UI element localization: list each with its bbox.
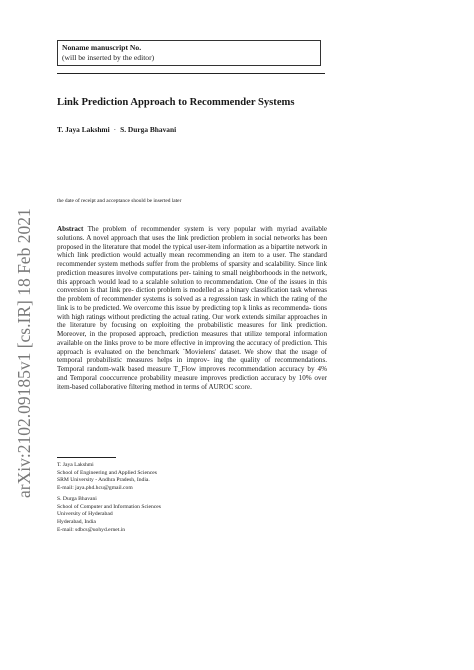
abstract-line: link prediction. Moreover, in the proposed approach, prediction measures that utilize — [57, 321, 328, 338]
abstract-line: has been proposed in the literature that model the typical user-item information as — [57, 233, 327, 251]
affiliation-line: Hyderabad, India — [57, 519, 96, 526]
affiliation-line: School of Computer and Information Sciences — [57, 503, 161, 510]
footnote-rule — [57, 457, 116, 458]
abstract-line: solutions. A novel approach that uses the link prediction problem in social networks — [57, 233, 300, 242]
abstract-line: measure improves prediction accuracy by 10% over item-based collaborative filtering — [57, 373, 327, 391]
received-date-note: the date of receipt and acceptance should be inserted later — [57, 198, 182, 204]
abstract-line: solution to recommendation. One of the issues in this conversion is that link pre- — [57, 277, 327, 295]
abstract-line: recommender systems is solved as a regression task in which the rating of the link — [57, 295, 327, 312]
abstract-line: the accuracy of prediction. This approach is evaluated on the benchmark `Movielens' — [57, 338, 328, 356]
affiliation-email: E-mail: jaya.phd.hcu@gmail.com — [57, 485, 133, 492]
affiliation-line: SRM University - Andhra Pradesh, India. — [57, 477, 150, 484]
affiliation-line: University of Hyderabad — [57, 511, 113, 518]
abstract-line: tions with high ratings without predicting the actual rating. Our work extends similar — [57, 303, 328, 321]
abstract-line: diction problem is modelled as a binary classification task whereas the problem of — [57, 286, 327, 303]
abstract-line: The problem of recommender system is very popular with myriad available — [87, 225, 327, 233]
arxiv-identifier-text: arXiv:2102.09185v1 [cs.IR] 18 Feb 2021 — [14, 208, 34, 498]
abstract-line: temporal information available on the links prove to be more effective in improving — [57, 330, 328, 347]
affiliation-author: S. Durga Bhavani — [57, 496, 97, 502]
arxiv-identifier-stamp — [6, 0, 36, 670]
abstract-line: a bipartite network in which link prediction would actually mean recommending an — [57, 242, 327, 260]
header-rule — [57, 73, 325, 74]
abstract-line: approaches in the literature by focusing on exploiting the probabilistic measures for — [57, 312, 327, 330]
author-name: T. Jaya Lakshmi — [57, 125, 110, 134]
abstract-line: dataset. We show that the usage of temporal probabilistic measures helps in improv- — [57, 347, 327, 365]
manuscript-note: (will be inserted by the editor) — [62, 53, 155, 62]
abstract-line: taining to small neighborhoods in the network, this approach would lead to a scalable — [57, 268, 327, 286]
manuscript-number: Noname manuscript No. — [62, 43, 142, 52]
paper-title: Link Prediction Approach to Recommender Systems — [57, 97, 295, 108]
abstract — [57, 225, 327, 391]
abstract-line: item to a user. The standard recommender system methods suffer from the problems — [57, 251, 327, 268]
author-separator: · — [113, 125, 117, 134]
abstract-line: of sparsity and scalability. Since link prediction measures involve computations per- — [57, 260, 328, 277]
author-list — [57, 125, 176, 134]
affiliation-author: T. Jaya Lakshmi — [57, 462, 94, 468]
abstract-line: ing the quality of recommendations. Temporal random-walk based measure T_Flow — [57, 356, 328, 373]
manuscript-box — [57, 40, 321, 66]
abstract-line: is to be predicted. We overcome this issue by predicting top k links as recommenda- — [70, 303, 312, 312]
abstract-line: improves recommendation accuracy by 4% and Temporal cooccurrence probability — [57, 365, 327, 382]
affiliation-block — [57, 462, 287, 493]
affiliation-block — [57, 496, 287, 535]
abstract-line: method in terms of AUROC score. — [153, 382, 252, 391]
affiliation-line: School of Engineering and Applied Sciences — [57, 469, 157, 476]
author-name: S. Durga Bhavani — [120, 125, 177, 134]
abstract-label: Abstract — [57, 225, 84, 233]
affiliation-email: E-mail: sdbcs@uohyd.ernet.in — [57, 526, 126, 533]
